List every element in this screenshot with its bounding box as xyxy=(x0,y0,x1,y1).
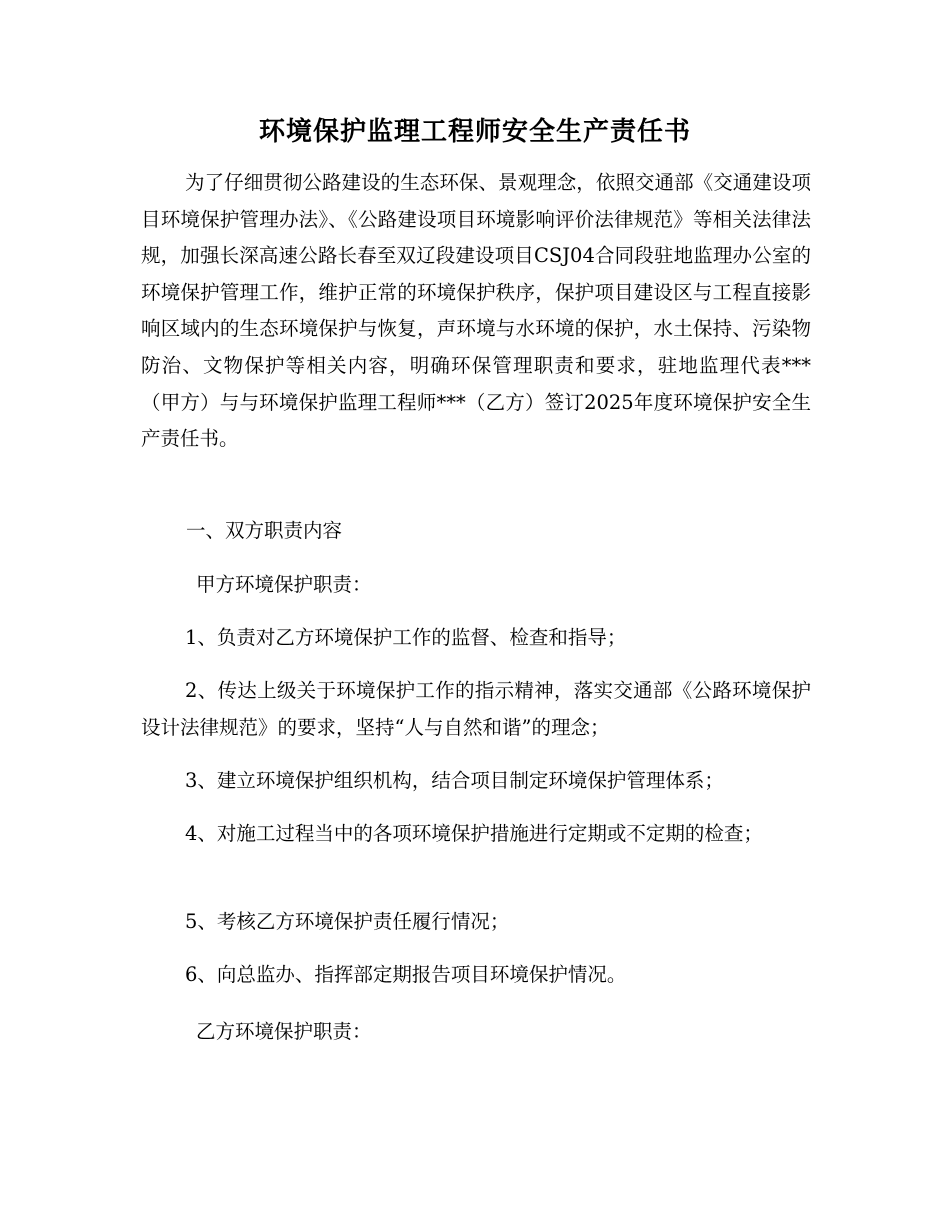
party-a-item-3: 3、建立环境保护组织机构，结合项目制定环境保护管理体系； xyxy=(185,769,724,792)
section-heading: 一、双方职责内容 xyxy=(186,519,343,542)
party-a-heading: 甲方环境保护职责： xyxy=(196,573,372,596)
party-b-heading: 乙方环境保护职责： xyxy=(196,1020,372,1043)
party-a-item-6: 6、向总监办、指挥部定期报告项目环境保护情况。 xyxy=(185,963,627,986)
document-title: 环境保护监理工程师安全生产责任书 xyxy=(258,117,691,147)
intro-paragraph: 为了仔细贯彻公路建设的生态环保、景观理念，依照交通部《交通建设项目环境保护管理办法》、《公路建设项目环境影响评价法律规范》等相关法律法规，加强长深高速公路长春至双辽段建设项目CSJ04合同段驻地监理办公室的环境保护管理工作，维护正常的环境保护秩序，保护项目建设区与工程直接影响区域内的生态环境保护与恢复，声环境与水环境的保护，水土保持、污染物防治、文物保护等相关内容，明确环保管理职责和要求，驻地监理代表***（甲方）与与环境保护监理工程师***（乙方）签订2025年度环境保护安全生产责任书。 xyxy=(141,171,811,451)
party-a-item-1: 1、负责对乙方环境保护工作的监督、检查和指导； xyxy=(185,626,627,649)
party-a-item-5: 5、考核乙方环境保护责任履行情况； xyxy=(185,910,510,933)
party-a-item-4: 4、对施工过程当中的各项环境保护措施进行定期或不定期的检查； xyxy=(185,822,763,845)
party-a-item-2: 2、传达上级关于环境保护工作的指示精神，落实交通部《公路环境保护设计法律规范》的要求，坚持“人与自然和谐”的理念； xyxy=(141,679,811,739)
